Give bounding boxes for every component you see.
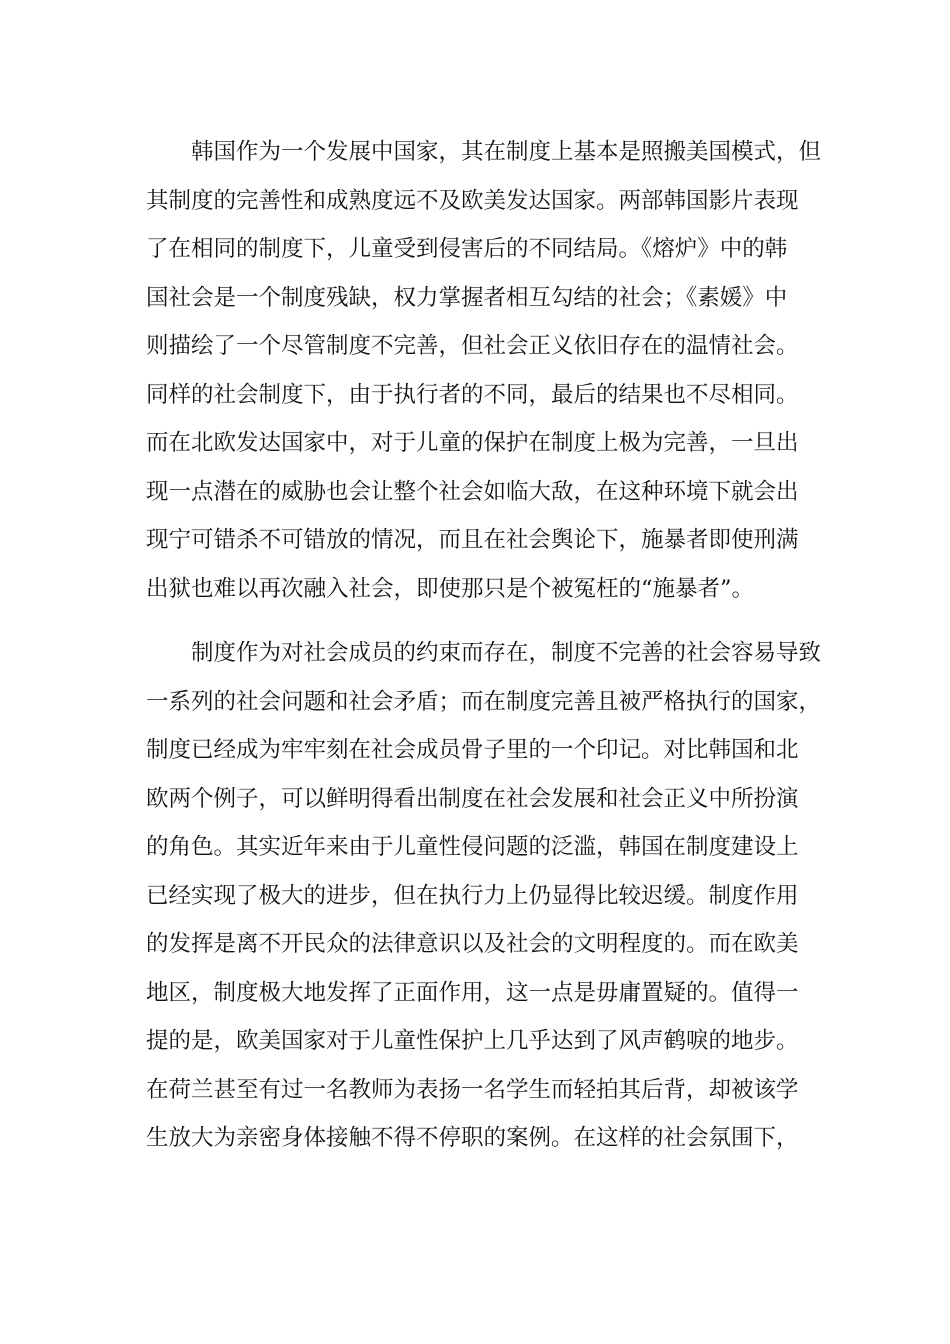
text-line: 现宁可错杀不可错放的情况，而且在社会舆论下，施暴者即使刑满: [146, 527, 799, 553]
text-line: 韩国作为一个发展中国家，其在制度上基本是照搬美国模式，但: [146, 139, 822, 165]
text-line: 已经实现了极大的进步，但在执行力上仍显得比较迟缓。制度作用: [146, 882, 799, 909]
paragraph-spacing: [146, 613, 806, 629]
text-line: 一系列的社会问题和社会矛盾；而在制度完善且被严格执行的国家，: [146, 688, 822, 715]
text-line: 了在相同的制度下，儿童受到侵害后的不同结局。《熔炉》中的韩: [146, 236, 788, 262]
text-line: 的发挥是离不开民众的法律意识以及社会的文明程度的。而在欧美: [146, 931, 799, 957]
text-line: 制度作为对社会成员的约束而存在，制度不完善的社会容易导致: [146, 640, 822, 666]
text-line: 其制度的完善性和成熟度远不及欧美发达国家。两部韩国影片表现: [146, 187, 799, 214]
text-line: 提的是，欧美国家对于儿童性保护上几乎达到了风声鹤唳的地步。: [146, 1028, 799, 1054]
text-line: 同样的社会制度下，由于执行者的不同，最后的结果也不尽相同。: [146, 381, 799, 408]
text-line: 地区，制度极大地发挥了正面作用，这一点是毋庸置疑的。值得一: [146, 979, 799, 1006]
text-line: 的角色。其实近年来由于儿童性侵问题的泛滥，韩国在制度建设上: [146, 834, 799, 860]
paragraph-2: [146, 629, 822, 1163]
text-line: 生放大为亲密身体接触不得不停职的案例。在这样的社会氛围下，: [146, 1125, 799, 1151]
text-line: 欧两个例子，可以鲜明得看出制度在社会发展和社会正义中所扮演: [146, 785, 799, 812]
text-line: 制度已经成为牢牢刻在社会成员骨子里的一个印记。对比韩国和北: [146, 737, 799, 763]
paragraph-1: [146, 128, 822, 613]
text-line: 现一点潜在的威胁也会让整个社会如临大敌，在这种环境下就会出: [146, 478, 799, 505]
text-line: 出狱也难以再次融入社会，即使那只是个被冤枉的“施暴者”。: [146, 575, 755, 602]
text-line: 在荷兰甚至有过一名教师为表扬一名学生而轻拍其后背，却被该学: [146, 1076, 799, 1103]
text-line: 则描绘了一个尽管制度不完善，但社会正义依旧存在的温情社会。: [146, 333, 799, 359]
document-body: [146, 128, 822, 1163]
text-line: 国社会是一个制度残缺，权力掌握者相互勾结的社会；《素媛》中: [146, 284, 788, 311]
text-line: 而在北欧发达国家中，对于儿童的保护在制度上极为完善，一旦出: [146, 430, 799, 456]
